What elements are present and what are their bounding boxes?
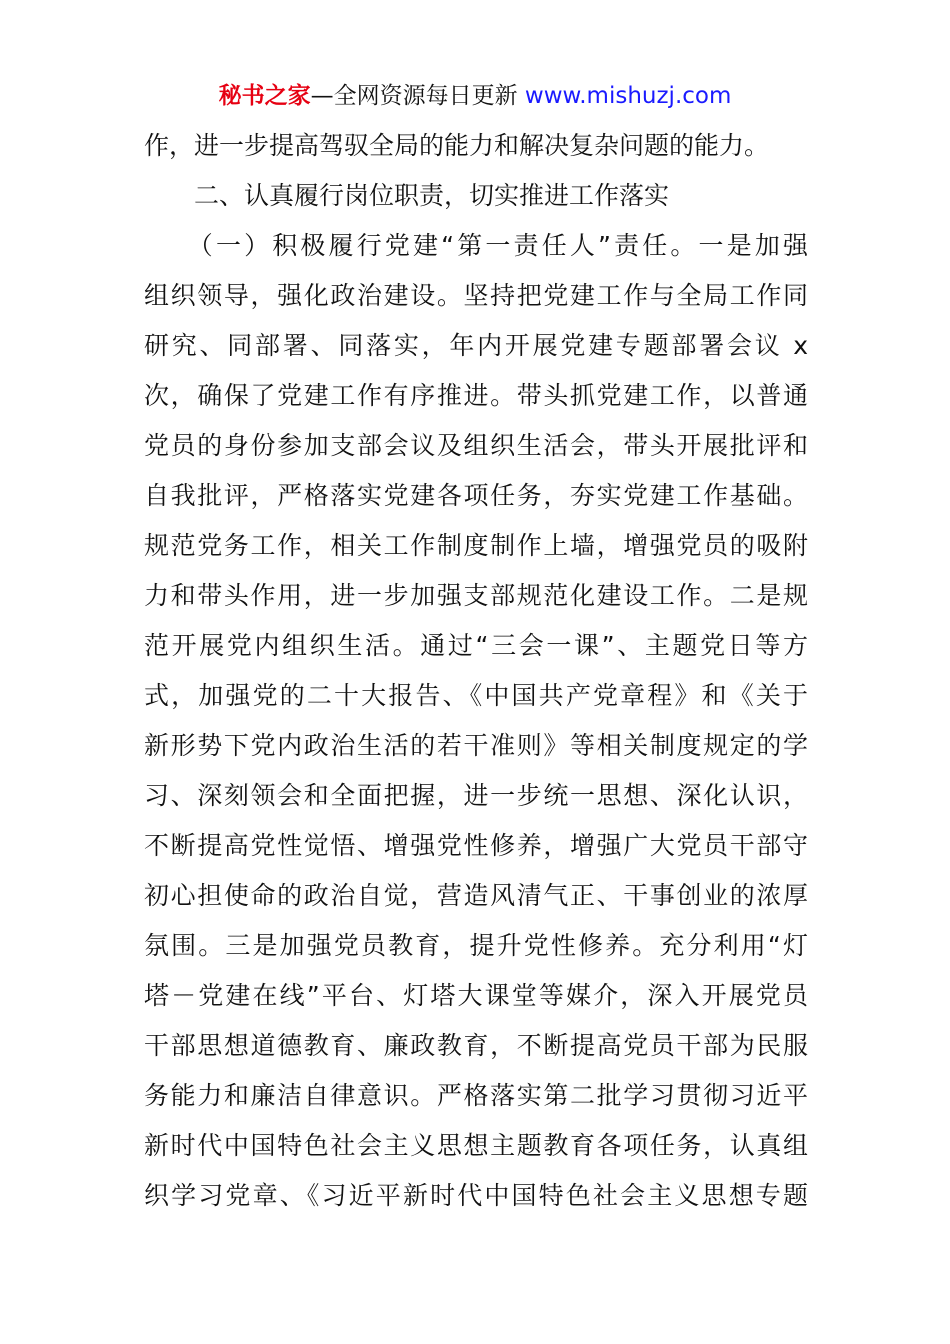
text-line: 初心担使命的政治自觉，营造风清气正、干事创业的浓厚 xyxy=(144,881,808,910)
text-line: 新时代中国特色社会主义思想主题教育各项任务，认真组 xyxy=(144,1131,808,1160)
site-url[interactable]: www.mishuzj.com xyxy=(524,83,732,109)
text-line: 干部思想道德教育、廉政教育，不断提高党员干部为民服 xyxy=(144,1031,808,1060)
text-line: 习、深刻领会和全面把握，进一步统一思想、深化认识， xyxy=(144,781,808,810)
text-line: 力和带头作用，进一步加强支部规范化建设工作。二是规 xyxy=(144,581,808,610)
text-line: 组织领导，强化政治建设。坚持把党建工作与全局工作同 xyxy=(144,281,808,310)
text-line: 塔－党建在线”平台、灯塔大课堂等媒介，深入开展党员 xyxy=(144,981,808,1010)
brand-name: 秘书之家 xyxy=(218,83,311,109)
text-line: 新形势下党内政治生活的若干准则》等相关制度规定的学 xyxy=(144,731,808,760)
text-line: 务能力和廉洁自律意识。严格落实第二批学习贯彻习近平 xyxy=(144,1081,808,1110)
section-heading: 二、认真履行岗位职责，切实推进工作落实 xyxy=(144,181,670,210)
text-line: 作，进一步提高驾驭全局的能力和解决复杂问题的能力。 xyxy=(144,131,770,160)
text-line: 氛围。三是加强党员教育，提升党性修养。充分利用“灯 xyxy=(144,931,808,960)
text-line: 不断提高党性觉悟、增强党性修养，增强广大党员干部守 xyxy=(144,831,808,860)
text-line: （一）积极履行党建“第一责任人”责任。一是加强 xyxy=(144,231,808,260)
text-line: 织学习党章、《习近平新时代中国特色社会主义思想专题 xyxy=(144,1181,808,1210)
text-line: 研究、同部署、同落实，年内开展党建专题部署会议 x xyxy=(144,331,808,360)
text-line: 规范党务工作，相关工作制度制作上墙，增强党员的吸附 xyxy=(144,531,808,560)
text-line: 式，加强党的二十大报告、《中国共产党章程》和《关于 xyxy=(144,681,808,710)
text-line: 次，确保了党建工作有序推进。带头抓党建工作，以普通 xyxy=(144,381,808,410)
header-slogan: —全网资源每日更新 xyxy=(310,83,525,109)
page-header xyxy=(0,80,950,112)
text-line: 范开展党内组织生活。通过“三会一课”、主题党日等方 xyxy=(144,631,808,660)
text-line: 党员的身份参加支部会议及组织生活会，带头开展批评和 xyxy=(144,431,808,460)
document-body xyxy=(144,121,808,1221)
text-line: 自我批评，严格落实党建各项任务，夯实党建工作基础。 xyxy=(144,481,808,510)
